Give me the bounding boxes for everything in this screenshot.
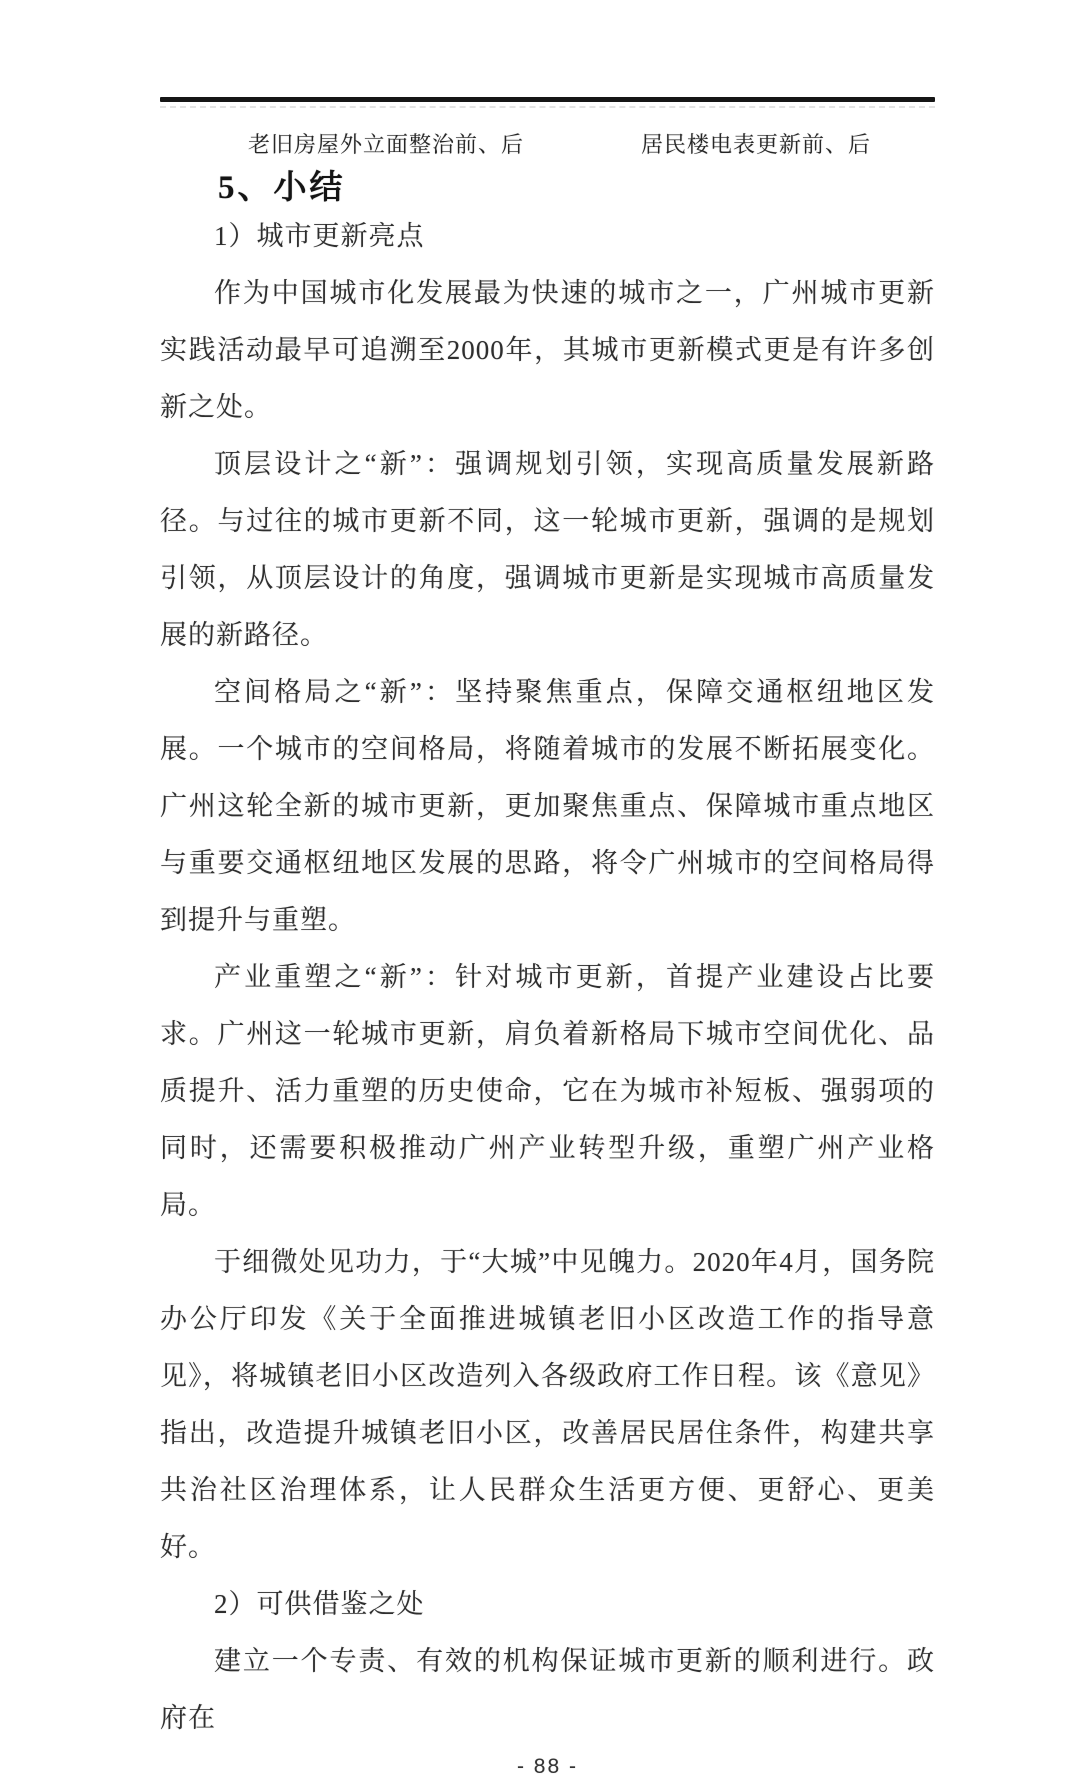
section-heading: 5、小结 <box>218 170 346 206</box>
figure-rule-scan-artifact <box>160 106 935 108</box>
figure-captions-row <box>160 132 935 158</box>
paragraph: 作为中国城市化发展最为快速的城市之一，广州城市更新实践活动最早可追溯至2000年，其城市更新模式更是有许多创新之处。 <box>160 278 935 422</box>
figure-caption-left: 老旧房屋外立面整治前、后 <box>248 132 525 157</box>
subsection-1-heading: 1）城市更新亮点 <box>214 221 425 251</box>
subsection-2-heading: 2）可供借鉴之处 <box>214 1589 425 1619</box>
document-body <box>160 208 935 1747</box>
figure-caption-right: 居民楼电表更新前、后 <box>640 132 871 157</box>
paragraph: 建立一个专责、有效的机构保证城市更新的顺利进行。政府在 <box>160 1646 935 1733</box>
paragraph: 产业重塑之“新”：针对城市更新，首提产业建设占比要求。广州这一轮城市更新，肩负着新格局下城市空间优化、品质提升、活力重塑的历史使命，它在为城市补短板、强弱项的同时，还需要积极推动广州产业转型升级，重塑广州产业格局。 <box>160 962 935 1220</box>
figure-bottom-rule <box>160 97 935 102</box>
paragraph: 于细微处见功力，于“大城”中见魄力。2020年4月，国务院办公厅印发《关于全面推进城镇老旧小区改造工作的指导意见》，将城镇老旧小区改造列入各级政府工作日程。该《意见》指出，改造提升城镇老旧小区，改善居民居住条件，构建共享共治社区治理体系，让人民群众生活更方便、更舒心、更美好。 <box>160 1247 935 1562</box>
paragraph: 空间格局之“新”：坚持聚焦重点，保障交通枢纽地区发展。一个城市的空间格局，将随着城市的发展不断拓展变化。广州这轮全新的城市更新，更加聚焦重点、保障城市重点地区与重要交通枢纽地区发展的思路，将令广州城市的空间格局得到提升与重塑。 <box>160 677 935 935</box>
paragraph: 顶层设计之“新”：强调规划引领，实现高质量发展新路径。与过往的城市更新不同，这一轮城市更新，强调的是规划引领，从顶层设计的角度，强调城市更新是实现城市高质量发展的新路径。 <box>160 449 935 650</box>
page-number: - 88 - <box>516 1755 578 1778</box>
document-page <box>0 97 1080 1778</box>
